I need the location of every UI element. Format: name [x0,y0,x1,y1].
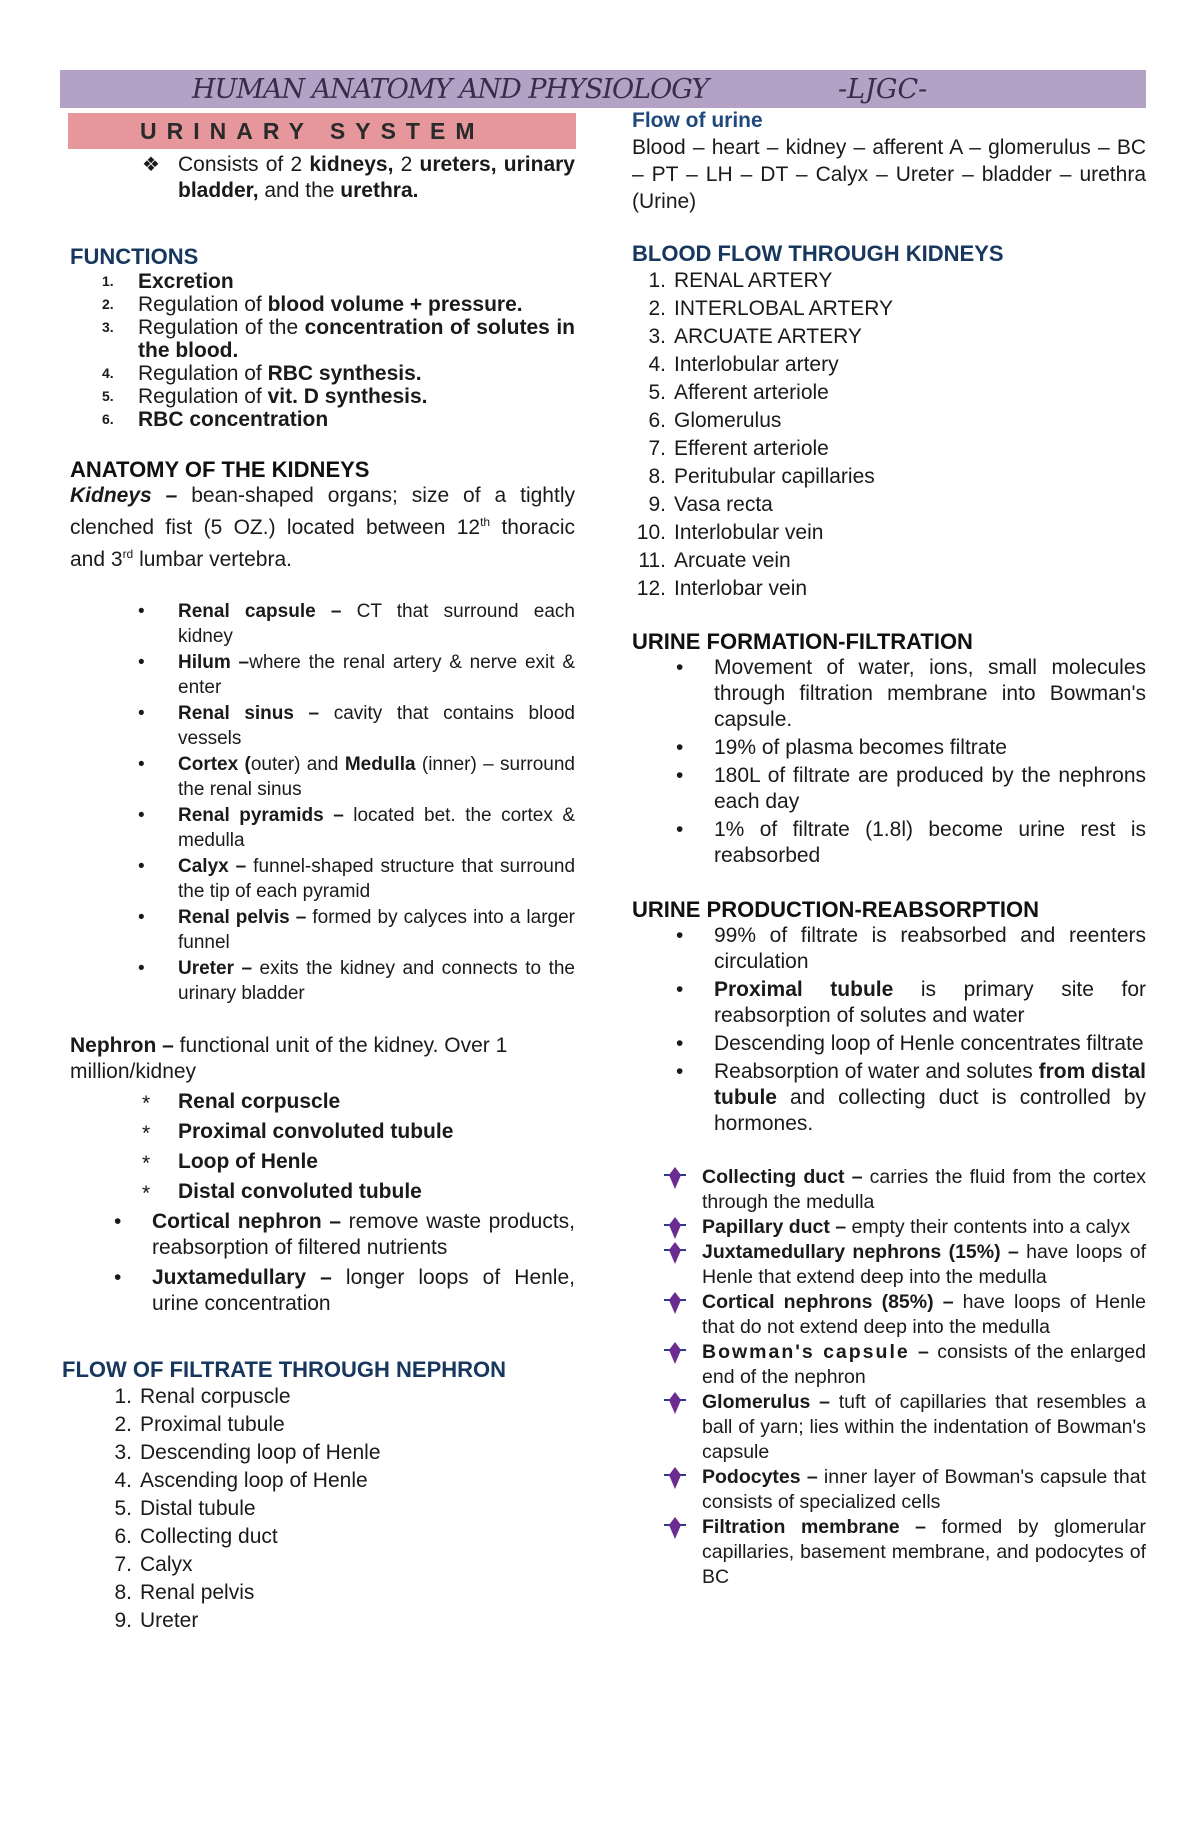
filtration-list [632,655,1146,869]
list-item: 7. Efferent arteriole [648,437,829,460]
list-item: • Renal sinus – cavity that contains blood vessels [138,703,575,749]
arrow-down-bullet-icon [662,1217,688,1239]
list-item: • Renal capsule – CT that surround each kidney [138,601,575,647]
kidney-structures-list [70,599,575,1006]
list-item: 5. Regulation of vit. D synthesis. [102,385,428,408]
arrow-down-bullet-icon [662,1342,688,1364]
list-item: * Loop of Henle [142,1150,318,1175]
arrow-down-bullet-icon [662,1517,688,1539]
author-initials: -LJGC- [838,74,928,105]
list-item: • Calyx – funnel-shaped structure that surround the tip of each pyramid [138,856,576,902]
list-item: • Renal pelvis – formed by calyces into a larger funnel [138,907,575,953]
list-item: 4. Ascending loop of Henle [114,1469,368,1492]
list-item: • Juxtamedullary – longer loops of Henle, urine concentration [114,1266,575,1315]
list-item: 9. Ureter [114,1609,199,1632]
list-item: • Proximal tubule is primary site for reabsorption of solutes and water [676,978,1147,1027]
kidneys-definition: Kidneys – bean-shaped organs; size of a tightly clenched fist (5 OZ.) located between 12th thoracic and 3rd lumbar vertebra. [70,484,575,571]
list-item: Cortical nephrons (85%) – have loops of Henle that do not extend deep into the medulla [632,1290,1146,1340]
list-item: • Movement of water, ions, small molecules through filtration membrane into Bowman's capsule. [676,656,1146,731]
list-item: • Descending loop of Henle concentrates filtrate [676,1032,1144,1055]
list-item: 4. Interlobular artery [648,353,839,376]
blood-flow-list [632,267,1146,603]
list-item: 9. Vasa recta [648,493,773,516]
list-item: * Renal corpuscle [142,1090,341,1115]
list-item: • Hilum –where the renal artery & nerve exit & enter [138,652,575,698]
functions-list [70,270,575,431]
document-title: HUMAN ANATOMY AND PHYSIOLOGY [192,74,709,105]
blood-flow-heading: BLOOD FLOW THROUGH KIDNEYS [632,241,1004,266]
list-item: • 180L of filtrate are produced by the nephrons each day [676,764,1146,813]
list-item: 5. Afferent arteriole [648,381,829,404]
list-item: 6. Glomerulus [648,409,782,432]
list-item: Juxtamedullary nephrons (15%) – have loops of Henle that extend deep into the medulla [632,1240,1146,1290]
list-item: 6. Collecting duct [114,1525,278,1548]
flow-of-urine-text: Blood – heart – kidney – afferent A – glomerulus – BC – PT – LH – DT – Calyx – Ureter – bladder – urethra (Urine) [632,136,1146,213]
nephron-types-list [70,1209,575,1317]
list-item: 3. Descending loop of Henle [114,1441,381,1464]
list-item: 3. ARCUATE ARTERY [648,325,862,348]
list-item: * Proximal convoluted tubule [142,1120,454,1145]
nephron-parts-list [70,1089,575,1205]
list-item: 8. Peritubular capillaries [648,465,875,488]
list-item: • Cortex (outer) and Medulla (inner) – surround the renal sinus [138,754,575,800]
nephron-definition: Nephron – functional unit of the kidney. Over 1 million/kidney [70,1034,508,1083]
terms-list [632,1165,1146,1590]
list-item: 10. Interlobular vein [636,521,824,544]
list-item: 4. Regulation of RBC synthesis. [102,362,422,385]
list-item: • 19% of plasma becomes filtrate [676,736,1007,759]
left-column [62,150,576,1635]
list-item: 1. Renal corpuscle [114,1385,291,1408]
list-item: • Reabsorption of water and solutes from distal tubule and collecting duct is controlled by hormones. [676,1060,1146,1135]
list-item: Glomerulus – tuft of capillaries that resembles a ball of yarn; lies within the indentation of Bowman's capsule [632,1390,1146,1465]
arrow-down-bullet-icon [662,1467,688,1489]
list-item: 8. Renal pelvis [114,1581,255,1604]
list-item: 2. Regulation of blood volume + pressure. [102,293,523,316]
list-item: 5. Distal tubule [114,1497,256,1520]
list-item: • 99% of filtrate is reabsorbed and reenters circulation [676,924,1146,973]
list-item: Filtration membrane – formed by glomerular capillaries, basement membrane, and podocytes of BC [632,1515,1146,1590]
filtration-heading: URINE FORMATION-FILTRATION [632,629,973,654]
list-item: Bowman's capsule – consists of the enlarged end of the nephron [632,1340,1146,1390]
filtrate-flow-list [98,1383,575,1635]
list-item: 7. Calyx [114,1553,193,1576]
list-item: 12. Interlobar vein [636,577,808,600]
list-item: 6. RBC concentration [102,408,329,431]
list-item: 11. Arcuate vein [638,549,791,572]
filtrate-flow-heading: FLOW OF FILTRATE THROUGH NEPHRON [62,1357,507,1382]
anatomy-heading: ANATOMY OF THE KIDNEYS [70,457,370,482]
header-bar [60,70,1146,108]
list-item: • Renal pyramids – located bet. the cortex & medulla [138,805,575,851]
arrow-down-bullet-icon [662,1392,688,1414]
section-banner: URINARY SYSTEM [68,113,576,149]
arrow-down-bullet-icon [662,1242,688,1264]
intro-paragraph: ❖ Consists of 2 kidneys, 2 ureters, urinary bladder, and the urethra. [142,153,575,202]
reabsorption-list [632,923,1146,1137]
list-item: 1. RENAL ARTERY [648,269,833,292]
list-item: 2. INTERLOBAL ARTERY [648,297,894,320]
list-item: Papillary duct – empty their contents into a calyx [632,1215,1146,1240]
arrow-down-bullet-icon [662,1167,688,1189]
flow-of-urine-heading: Flow of urine [632,109,763,132]
list-item: • 1% of filtrate (1.8l) become urine rest is reabsorbed [676,818,1146,867]
list-item: 3. Regulation of the concentration of solutes in the blood. [102,316,575,362]
list-item: 2. Proximal tubule [114,1413,285,1436]
list-item: • Ureter – exits the kidney and connects to the urinary bladder [138,958,575,1004]
reabsorption-heading: URINE PRODUCTION-REABSORPTION [632,897,1040,922]
list-item: Podocytes – inner layer of Bowman's capsule that consists of specialized cells [632,1465,1146,1515]
list-item: 1. Excretion [102,270,234,293]
diamond-bullet-icon: ❖ [142,154,160,176]
right-column [632,108,1146,1590]
list-item: Collecting duct – carries the fluid from the cortex through the medulla [632,1165,1146,1215]
list-item: • Cortical nephron – remove waste products, reabsorption of filtered nutrients [114,1210,576,1259]
functions-heading: FUNCTIONS [70,244,199,269]
arrow-down-bullet-icon [662,1292,688,1314]
list-item: * Distal convoluted tubule [142,1180,422,1205]
